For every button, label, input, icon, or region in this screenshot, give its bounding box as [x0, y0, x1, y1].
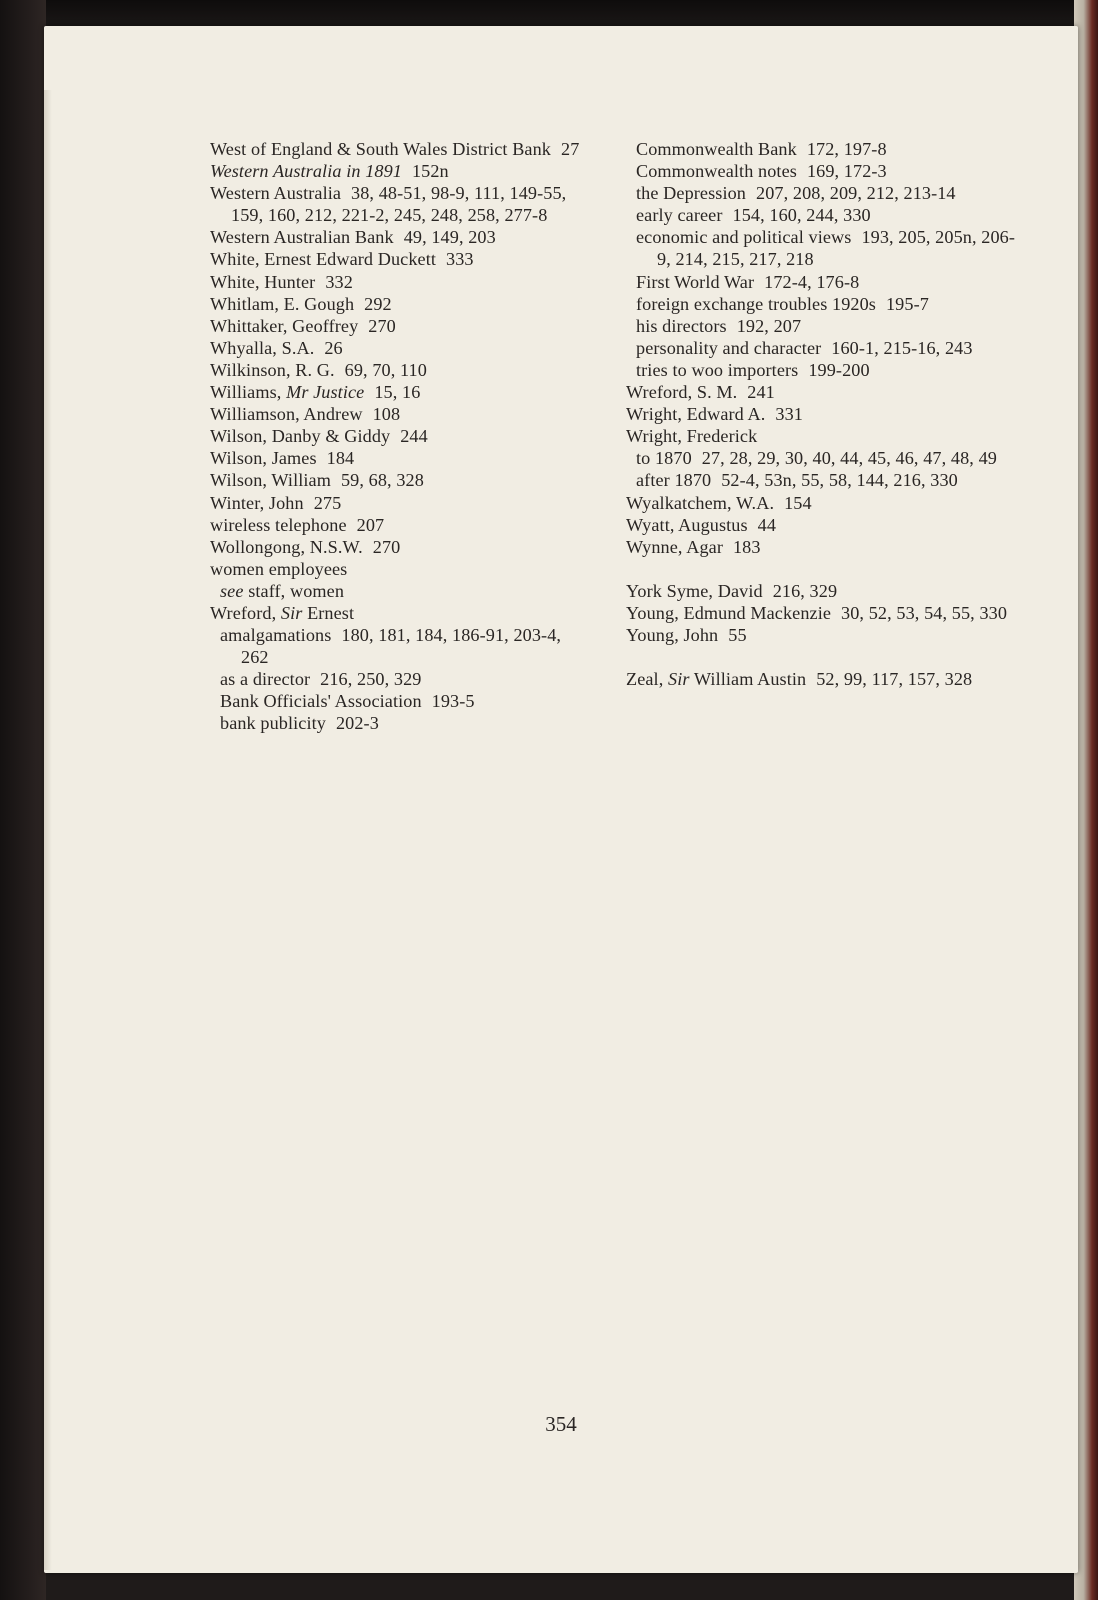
- index-entry: [626, 624, 1026, 646]
- entry-heading: tries to woo importers: [636, 359, 799, 380]
- index-letter-gap: [626, 646, 1026, 668]
- entry-heading: Wollongong, N.S.W.: [210, 536, 363, 557]
- index-subentry: [626, 138, 1026, 160]
- entry-heading: Williams,: [210, 382, 282, 403]
- index-entry: [210, 602, 580, 624]
- entry-heading: Wyatt, Augustus: [626, 514, 748, 535]
- entry-heading: Young, John: [626, 624, 719, 645]
- entry-pages: 180, 181, 184, 186-91, 203-4, 262: [241, 625, 562, 668]
- entry-pages: 216, 250, 329: [320, 669, 422, 690]
- entry-heading: Wright, Frederick: [626, 426, 758, 447]
- entry-heading: White, Hunter: [210, 271, 316, 292]
- index-entry: [210, 425, 580, 447]
- entry-pages: 241: [747, 382, 775, 403]
- entry-italic: Mr Justice: [286, 382, 365, 403]
- index-subentry: [210, 580, 580, 602]
- entry-heading: to 1870: [636, 448, 692, 469]
- entry-pages: 27: [561, 139, 580, 159]
- entry-heading: early career: [636, 205, 723, 226]
- entry-pages: 172-4, 176-8: [764, 271, 860, 292]
- entry-pages: 292: [364, 293, 392, 314]
- entry-heading: amalgamations: [220, 625, 332, 646]
- index-entry: [210, 381, 580, 403]
- entry-pages: 169, 172-3: [806, 161, 887, 182]
- entry-heading: as a director: [220, 669, 311, 690]
- entry-pages: 108: [372, 404, 401, 425]
- index-subentry: [210, 690, 580, 712]
- index-entry: [210, 226, 580, 248]
- entry-pages: 55: [728, 624, 747, 645]
- entry-pages: 52-4, 53n, 55, 58, 144, 216, 330: [721, 470, 958, 491]
- entry-heading: Commonwealth notes: [636, 161, 797, 182]
- index-subentry: [210, 668, 580, 690]
- index-entry: [210, 536, 580, 558]
- index-entry: [210, 492, 580, 514]
- entry-heading: Commonwealth Bank: [636, 139, 797, 159]
- entry-heading: Wilson, James: [210, 448, 317, 469]
- entry-pages: 193-5: [431, 691, 475, 712]
- entry-pages: 30, 52, 53, 54, 55, 330: [841, 602, 1008, 623]
- entry-italic: Western Australia in 1891: [210, 161, 402, 182]
- entry-heading: after 1870: [636, 470, 712, 491]
- entry-heading: Whitlam, E. Gough: [210, 293, 355, 314]
- entry-pages: 27, 28, 29, 30, 40, 44, 45, 46, 47, 48, 49: [701, 448, 997, 469]
- index-entry: [210, 138, 580, 160]
- entry-heading: women employees: [210, 558, 348, 579]
- index-entry: [210, 403, 580, 425]
- entry-heading: Zeal,: [626, 669, 664, 690]
- entry-pages: 192, 207: [736, 315, 802, 336]
- entry-italic: see: [220, 580, 244, 601]
- index-entry: [210, 271, 580, 293]
- index-entry: [210, 514, 580, 536]
- entry-pages: 15, 16: [374, 382, 421, 403]
- entry-pages: 26: [324, 337, 343, 358]
- entry-pages: 244: [400, 426, 428, 447]
- index-entry: [626, 602, 1026, 624]
- index-subentry: [626, 337, 1026, 359]
- entry-heading: wireless telephone: [210, 514, 347, 535]
- entry-heading: Wilson, Danby & Giddy: [210, 426, 391, 447]
- entry-heading: Williamson, Andrew: [210, 404, 363, 425]
- entry-pages: 202-3: [335, 713, 379, 734]
- index-column-right: [626, 138, 1026, 690]
- index-entry: [626, 425, 1026, 447]
- entry-heading: foreign exchange troubles 1920s: [636, 293, 876, 314]
- entry-pages: 275: [313, 492, 342, 513]
- entry-heading: Western Australian Bank: [210, 227, 394, 248]
- entry-heading-tail: William Austin: [693, 669, 807, 690]
- entry-heading: Wright, Edward A.: [626, 404, 766, 425]
- entry-pages: 199-200: [808, 359, 870, 380]
- entry-pages: 152n: [411, 161, 449, 182]
- entry-heading: York Syme, David: [626, 580, 763, 601]
- index-entry: [210, 248, 580, 270]
- entry-heading: bank publicity: [220, 713, 326, 734]
- entry-heading: Wyalkatchem, W.A.: [626, 492, 775, 513]
- index-subentry: [626, 226, 1026, 270]
- index-entry: [626, 381, 1026, 403]
- entry-heading: Wilson, William: [210, 470, 331, 491]
- index-entry: [210, 558, 580, 580]
- index-subentry: [626, 204, 1026, 226]
- index-subentry: [626, 469, 1026, 491]
- entry-pages: 59, 68, 328: [340, 470, 424, 491]
- entry-pages: 195-7: [885, 293, 929, 314]
- index-subentry: [626, 315, 1026, 337]
- index-subentry: [626, 182, 1026, 204]
- entry-heading: Whittaker, Geoffrey: [210, 315, 359, 336]
- entry-heading: Wynne, Agar: [626, 536, 723, 557]
- entry-heading: Western Australia: [210, 183, 342, 204]
- entry-pages: 183: [732, 536, 761, 557]
- index-subentry: [626, 271, 1026, 293]
- entry-pages: 160-1, 215-16, 243: [831, 337, 973, 358]
- entry-heading: Wilkinson, R. G.: [210, 359, 335, 380]
- entry-pages: 207, 208, 209, 212, 213-14: [756, 183, 956, 204]
- entry-heading-tail: Ernest: [307, 602, 355, 623]
- entry-pages: 193, 205, 205n, 206-9, 214, 215, 217, 218: [657, 227, 1015, 270]
- entry-heading: Bank Officials' Association: [220, 691, 422, 712]
- index-entry: [210, 182, 580, 226]
- entry-italic: Sir: [668, 669, 690, 690]
- page-gutter-shadow: [44, 90, 52, 1570]
- entry-heading: Wreford,: [210, 602, 277, 623]
- entry-pages: 333: [446, 249, 474, 270]
- entry-italic: Sir: [280, 602, 303, 623]
- index-letter-gap: [626, 558, 1026, 580]
- entry-pages: 44: [757, 514, 777, 535]
- entry-pages: 49, 149, 203: [403, 227, 496, 248]
- index-entry: [210, 469, 580, 491]
- entry-pages: 331: [775, 404, 803, 425]
- entry-heading: Winter, John: [210, 492, 304, 513]
- entry-pages: 270: [372, 536, 401, 557]
- index-subentry: [626, 359, 1026, 381]
- book-edge-left: [0, 0, 46, 1600]
- index-entry: [210, 315, 580, 337]
- entry-heading: Young, Edmund Mackenzie: [626, 602, 832, 623]
- index-entry: [210, 293, 580, 315]
- entry-heading: First World War: [636, 271, 755, 292]
- entry-pages: 207: [356, 514, 385, 535]
- index-entry: [210, 447, 580, 469]
- entry-heading: economic and political views: [636, 227, 852, 248]
- index-entry: [626, 668, 1026, 690]
- index-subentry: [626, 293, 1026, 315]
- index-subentry: [210, 624, 580, 668]
- entry-pages: 332: [325, 271, 353, 292]
- entry-heading: White, Ernest Edward Duckett: [210, 249, 437, 270]
- entry-pages: 154, 160, 244, 330: [732, 205, 871, 226]
- index-subentry: [626, 160, 1026, 182]
- entry-pages: 172, 197-8: [806, 139, 887, 159]
- index-subentry: [626, 447, 1026, 469]
- entry-pages: 38, 48-51, 98-9, 111, 149-55, 159, 160, 212, 221-2, 245, 248, 258, 277-8: [231, 183, 567, 226]
- index-entry: [210, 337, 580, 359]
- entry-pages: 52, 99, 117, 157, 328: [816, 669, 973, 690]
- index-entry: [626, 514, 1026, 536]
- index-entry: [210, 160, 580, 182]
- entry-pages: 69, 70, 110: [344, 359, 427, 380]
- index-entry: [626, 403, 1026, 425]
- entry-heading: West of England & South Wales District Bank: [210, 139, 551, 159]
- entry-pages: 154: [784, 492, 812, 513]
- entry-heading: personality and character: [636, 337, 822, 358]
- index-entry: [210, 359, 580, 381]
- entry-pages: 184: [326, 448, 355, 469]
- book-page: [44, 26, 1078, 1573]
- entry-heading: Whyalla, S.A.: [210, 337, 315, 358]
- entry-heading: Wreford, S. M.: [626, 382, 738, 403]
- entry-pages: 216, 329: [772, 580, 838, 601]
- index-column-left: [210, 138, 580, 735]
- entry-pages: 270: [368, 315, 396, 336]
- entry-heading: staff, women: [248, 580, 345, 601]
- entry-heading: his directors: [636, 315, 727, 336]
- index-entry: [626, 492, 1026, 514]
- index-entry: [626, 536, 1026, 558]
- index-subentry: [210, 712, 580, 734]
- entry-heading: the Depression: [636, 183, 746, 204]
- page-number: 354: [545, 1412, 577, 1436]
- index-entry: [626, 580, 1026, 602]
